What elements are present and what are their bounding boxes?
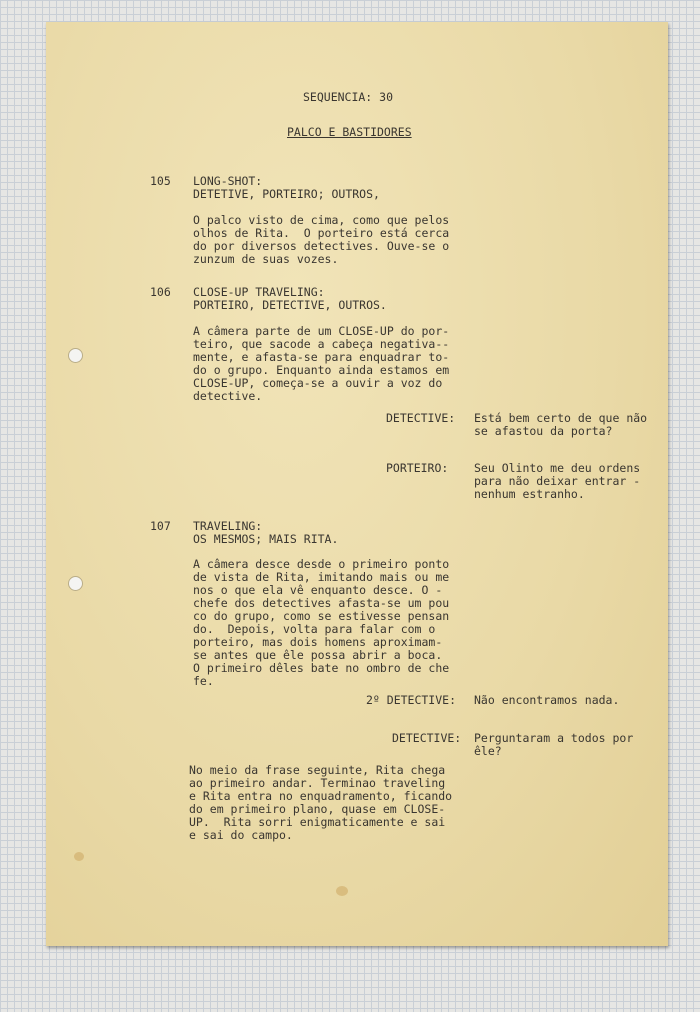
shot-type: TRAVELING: bbox=[193, 519, 263, 533]
shot-subjects: DETETIVE, PORTEIRO; OUTROS, bbox=[193, 187, 380, 201]
shot-subjects: OS MESMOS; MAIS RITA. bbox=[193, 532, 339, 546]
sequence-heading: SEQUENCIA: 30 bbox=[303, 90, 394, 104]
shot-subjects: PORTEIRO, DETECTIVE, OUTROS. bbox=[193, 298, 387, 312]
dialogue-line: Seu Olinto me deu ordens para não deixar entrar - nenhum estranho. bbox=[474, 461, 641, 501]
punch-hole bbox=[68, 348, 83, 363]
shot-action: O palco visto de cima, como que pelos olhos de Rita. O porteiro está cerca do por diversos detectives. Ouve-se o zunzum de suas vozes. bbox=[193, 213, 450, 266]
stain bbox=[74, 852, 84, 861]
script-page bbox=[46, 22, 668, 946]
punch-hole bbox=[68, 576, 83, 591]
stain bbox=[336, 886, 348, 896]
dialogue-line: Perguntaram a todos por êle? bbox=[474, 731, 634, 758]
dialogue-line: Está bem certo de que não se afastou da porta? bbox=[474, 411, 648, 438]
dialogue-speaker: PORTEIRO: bbox=[386, 461, 449, 475]
shot-type: LONG-SHOT: bbox=[193, 174, 263, 188]
shot-type: CLOSE-UP TRAVELING: bbox=[193, 285, 325, 299]
dialogue-speaker: DETECTIVE: bbox=[386, 411, 456, 425]
dialogue-speaker: 2º DETECTIVE: bbox=[366, 693, 457, 707]
shot-action: A câmera parte de um CLOSE-UP do por- teiro, que sacode a cabeça negativa-- mente, e afasta-se para enquadrar to- do o grupo. Enquanto ainda estamos em CLOSE-UP, começa-se a ouvir a voz do detective. bbox=[193, 324, 450, 403]
shot-number: 105 bbox=[150, 174, 171, 188]
shot-number: 107 bbox=[150, 519, 171, 533]
shot-number: 106 bbox=[150, 285, 171, 299]
location-heading: PALCO E BASTIDORES bbox=[287, 125, 412, 139]
dialogue-line: Não encontramos nada. bbox=[474, 693, 620, 707]
dialogue-speaker: DETECTIVE: bbox=[392, 731, 462, 745]
shot-action: A câmera desce desde o primeiro ponto de vista de Rita, imitando mais ou me nos o que ela vê enquanto desce. O - chefe dos detectives afasta-se um pou co do grupo, como se estivesse pensan do. Depois, volta para falar com o porteiro, mas dois homens aproximam- se antes que êle possa abrir a boca. O primeiro dêles bate no ombro de che fe. bbox=[193, 557, 450, 688]
action-paragraph: No meio da frase seguinte, Rita chega ao primeiro andar. Terminao traveling e Rita entra no enquadramento, ficando do em primeiro plano, quase em CLOSE- UP. Rita sorri enigmaticamente e sai e sai do campo. bbox=[189, 763, 453, 842]
